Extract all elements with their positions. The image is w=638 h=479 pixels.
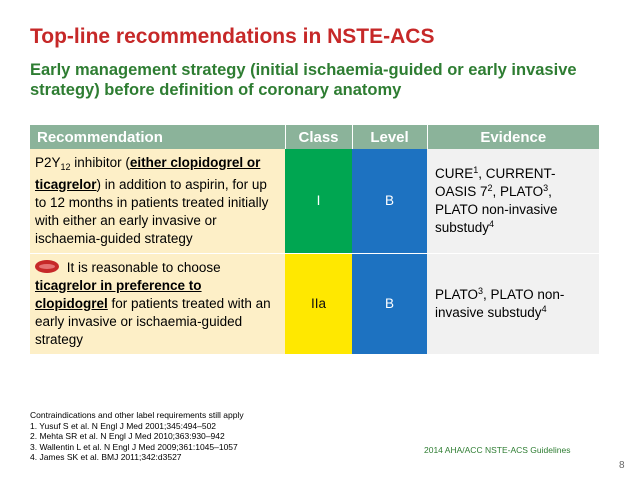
rec-subscript: 12 [60,161,71,172]
class-cell: IIa [285,253,352,354]
evidence-text: , PLATO non-invasive substudy [435,183,558,235]
guideline-source: 2014 AHA/ACC NSTE-ACS Guidelines [424,445,571,455]
evidence-cell [427,253,599,354]
new-badge-icon [35,260,59,273]
header-recommendation: Recommendation [30,125,285,149]
recommendation-cell [30,253,285,354]
evidence-ref: 1 [473,164,479,175]
slide-title: Top-line recommendations in NSTE-ACS [30,25,435,48]
footnote-ref: 4. James SK et al. BMJ 2011;342:d3527 [30,452,182,462]
rec-emphasis: ticagrelor in preference to clopidogrel [35,277,202,311]
level-cell: B [352,149,427,253]
evidence-text: PLATO [435,286,479,302]
header-evidence: Evidence [427,125,599,149]
rec-emphasis: either clopidogrel or ticagrelor [35,154,261,192]
slide-subtitle: Early management strategy (initial ischaemia-guided or early invasive strategy) before definition of coronary anatomy [30,61,577,99]
evidence-text: , PLATO non-invasive substudy [435,286,565,320]
evidence-ref: 4 [489,218,495,229]
class-cell: I [285,149,352,253]
recommendation-cell [30,149,285,253]
footnote-label: Contraindications and other label requirements still apply [30,410,244,420]
table-row [30,253,599,354]
footnotes [30,410,244,463]
rec-text: for patients treated with an early invasive or ischaemia-guided strategy [35,295,271,347]
evidence-text: , PLATO [492,183,544,199]
evidence-text: , CURRENT-OASIS 7 [435,165,556,199]
recommendations-table [30,125,599,354]
footnote-ref: 3. Wallentin L et al. N Engl J Med 2009;361:1045–1057 [30,441,238,452]
evidence-ref: 4 [541,303,547,314]
rec-text: ) in addition to aspirin, for up to 12 months in patients treated initially with either an early invasive or ischaemia-guided strategy [35,176,269,246]
evidence-ref: 3 [478,285,484,296]
evidence-ref: 2 [487,182,493,193]
page-number: 8 [619,460,625,471]
header-class: Class [285,125,352,149]
evidence-text: CURE [435,165,474,181]
table-row [30,149,599,253]
evidence-cell [427,149,599,253]
level-cell: B [352,253,427,354]
footnote-ref: 1. Yusuf S et al. N Engl J Med 2001;345:494–502 [30,420,217,431]
header-level: Level [352,125,427,149]
rec-text: inhibitor ( [70,154,130,170]
table-header-row [30,125,599,149]
footnote-ref: 2. Mehta SR et al. N Engl J Med 2010;363:930–942 [30,431,225,441]
rec-text: P2Y [35,154,61,170]
evidence-ref: 3 [543,182,549,193]
rec-text: It is reasonable to choose [63,259,221,275]
